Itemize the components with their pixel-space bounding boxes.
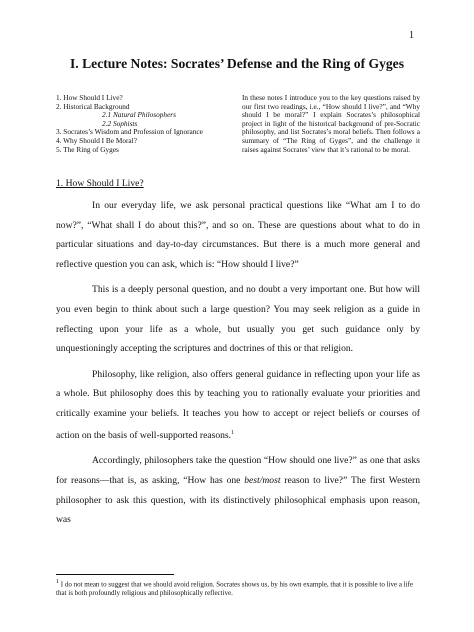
table-of-contents (56, 94, 236, 154)
paragraph (56, 280, 420, 358)
section-heading: 1. How Should I Live? (56, 178, 144, 189)
toc-item: 1. How Should I Live? (56, 93, 123, 102)
toc-subitem: 2.2 Sophists (102, 118, 138, 128)
paragraph-text: This is a deeply personal question, and no doubt a very important one. But how will you even begin to think about such a large question? You may seek religion as a guide in reflecting upon your life as a whole, but usually you get such guidance only by unquestioningly accepting the scriptures and doctrines of this or that religion. (56, 284, 420, 355)
toc-subitem: 2.1 Natural Philosophers (102, 110, 176, 120)
paragraph (56, 196, 420, 274)
emphasis-text: best/most (244, 474, 281, 486)
paragraph-text: Accordingly, philosophers take the question “How should one live?” as one that asks for reasons—that is, as asking, “How has one (56, 455, 420, 486)
paragraph-text: In our everyday life, we ask personal practical questions like “What am I to do now?”, “What shall I do about this?”, and so on. These are questions about what to do in particular situations and day-to-day circumstances. But there is a much more general and reflective question you can ask, which is: “How should I live?” (56, 200, 420, 270)
paragraph (56, 451, 420, 529)
intro-summary: In these notes I introduce you to the key questions raised by our first two readings, i.e., “How should I live?”, and “Why should I be moral?” I explain Socrates’s philosophical project in light of the historical background of pre-Socratic philosophy, and list Socrates’s moral beliefs. Then follows a summary of “The Ring of Gyges”, and the challenge it raises against Socrates’ view that it’s rational to be moral. (242, 93, 420, 154)
footnote-mark: 1 (56, 579, 59, 585)
paragraph-text: reason to live?” The first Western philosopher to ask this question, with its distinctively philosophical emphasis upon reason, was (56, 474, 420, 526)
paragraph-text: Philosophy, like religion, also offers general guidance in reflecting upon your life as a whole. But philosophy does this by teaching you to rationally evaluate your priorities and critically examine your beliefs. It teaches you how to accept or reject beliefs or courses of action on the basis of well-supported reasons. (56, 368, 420, 441)
paragraph (56, 365, 420, 446)
toc-item: 5. The Ring of Gyges (56, 144, 119, 154)
footnote-divider (56, 574, 174, 575)
footnote (56, 578, 420, 598)
toc-item: 4. Why Should I Be Moral? (56, 135, 137, 145)
toc-item: 3. Socrates’s Wisdom and Profession of Ignorance (56, 127, 203, 137)
page-number: 1 (409, 30, 414, 41)
footnote-reference[interactable]: 1 (231, 429, 235, 436)
footnote-text: I do not mean to suggest that we should avoid religion. Socrates shows us, by his own example, that it is possible to live a life that is both profoundly religious and philosophically reflective. (56, 580, 414, 598)
toc-item: 2. Historical Background (56, 101, 130, 111)
body-text (56, 196, 420, 536)
document-title: I. Lecture Notes: Socrates’ Defense and the Ring of Gyges (70, 56, 404, 71)
